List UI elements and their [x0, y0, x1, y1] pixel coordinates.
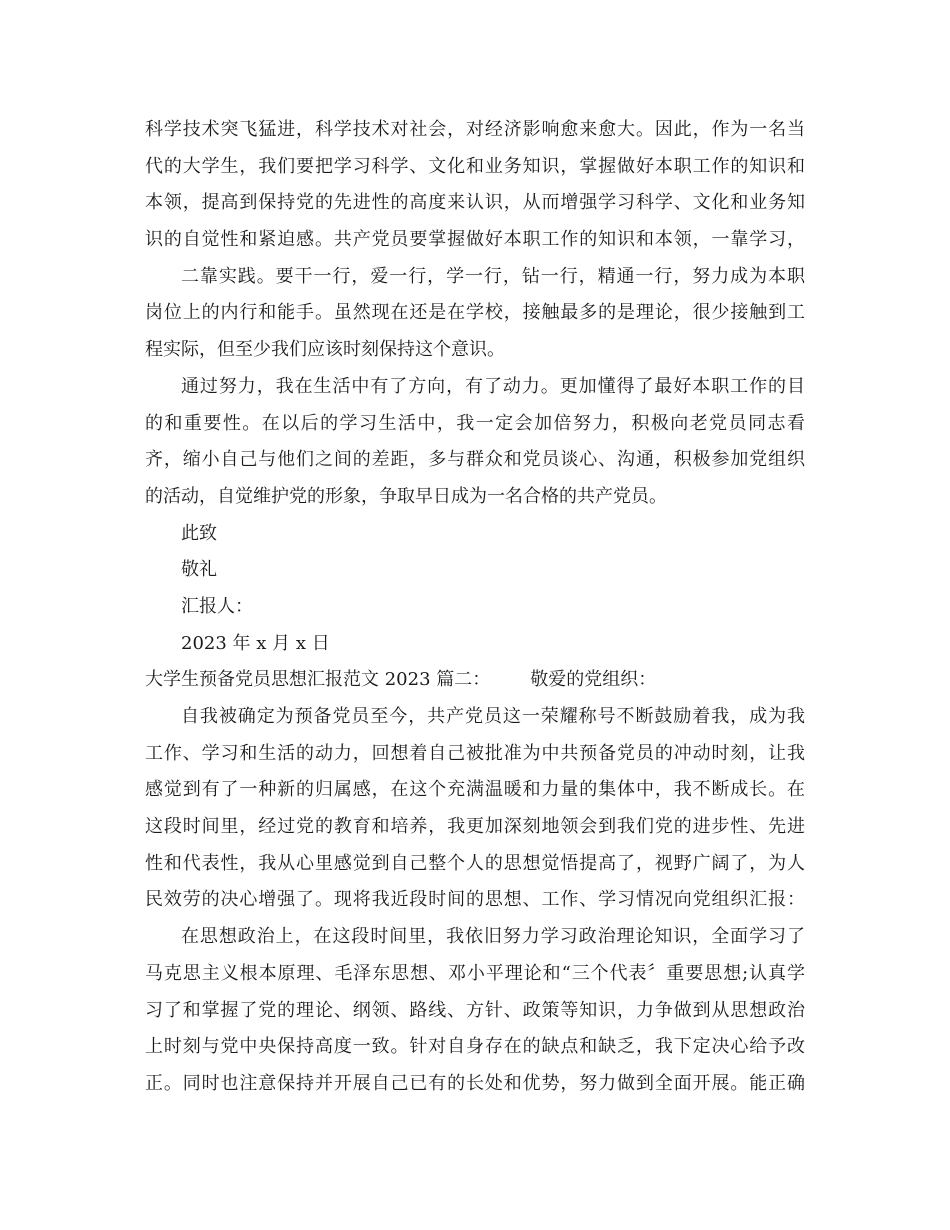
text-line: 性和代表性，我从心里感觉到自己整个人的思想觉悟提高了，视野广阔了，为人 — [145, 852, 805, 874]
closing-line: 敬礼 — [181, 559, 217, 581]
text-line: 在思想政治上，在这段时间里，我依旧努力学习政治理论知识，全面学习了 — [181, 926, 805, 948]
report-date: 2023 年 x 月 x 日 — [181, 632, 330, 654]
section-heading — [145, 662, 805, 699]
text-line: 本领，提高到保持党的先进性的高度来认识，从而增强学习科学、文化和业务知 — [145, 192, 805, 214]
text-line: 二靠实践。要干一行，爱一行，学一行，钻一行，精通一行，努力成为本职 — [181, 265, 805, 287]
paragraph — [145, 259, 805, 369]
text-line: 马克思主义根本原理、毛泽东思想、邓小平理论和“三个代表〞重要思想;认真学 — [145, 962, 805, 984]
text-line: 代的大学生，我们要把学习科学、文化和业务知识，掌握做好本职工作的知识和 — [145, 155, 805, 177]
text-line: 岗位上的内行和能手。虽然现在还是在学校，接触最多的是理论，很少接触到工 — [145, 302, 805, 324]
salutation: 敬爱的党组织： — [530, 669, 657, 691]
text-line: 正。同时也注意保持并开展自己已有的长处和优势，努力做到全面开展。能正确 — [145, 1072, 805, 1094]
document-page — [145, 112, 805, 1103]
closing-line: 此致 — [181, 522, 217, 544]
text-line: 齐，缩小自己与他们之间的差距，多与群众和党员谈心、沟通，积极参加党组织 — [145, 449, 805, 471]
text-line: 这段时间里，经过党的教育和培养，我更加深刻地领会到我们党的进步性、先进 — [145, 816, 805, 838]
text-line: 感觉到有了一种新的归属感，在这个充满温暖和力量的集体中，我不断成长。在 — [145, 779, 805, 801]
text-line: 习了和掌握了党的理论、纲领、路线、方针、政策等知识，力争做到从思想政治 — [145, 999, 805, 1021]
text-line: 的和重要性。在以后的学习生活中，我一定会加倍努力，积极向老党员同志看 — [145, 412, 805, 434]
text-line: 识的自觉性和紧迫感。共产党员要掌握做好本职工作的知识和本领，一靠学习， — [145, 229, 805, 251]
text-line: 民效劳的决心增强了。现将我近段时间的思想、工作、学习情况向党组织汇报： — [145, 889, 805, 911]
text-line: 通过努力，我在生活中有了方向，有了动力。更加懂得了最好本职工作的目 — [181, 375, 805, 397]
paragraph — [145, 369, 805, 516]
section-title: 大学生预备党员思想汇报范文 2023 篇二： — [145, 669, 491, 691]
paragraph — [145, 112, 805, 259]
text-line: 科学技术突飞猛进，科学技术对社会，对经济影响愈来愈大。因此，作为一名当 — [145, 119, 805, 140]
text-line: 的活动，自觉维护党的形象，争取早日成为一名合格的共产党员。 — [145, 485, 667, 507]
paragraph — [145, 919, 805, 1102]
text-line: 自我被确定为预备党员至今，共产党员这一荣耀称号不断鼓励着我，成为我 — [181, 706, 805, 727]
text-line: 程实际，但至少我们应该时刻保持这个意识。 — [145, 339, 505, 361]
text-line: 上时刻与党中央保持高度一致。针对自身存在的缺点和缺乏，我下定决心给予改 — [145, 1036, 805, 1058]
reporter-label: 汇报人： — [181, 595, 253, 617]
text-line: 工作、学习和生活的动力，回想着自己被批准为中共预备党员的冲动时刻，让我 — [145, 742, 805, 764]
paragraph — [145, 699, 805, 919]
